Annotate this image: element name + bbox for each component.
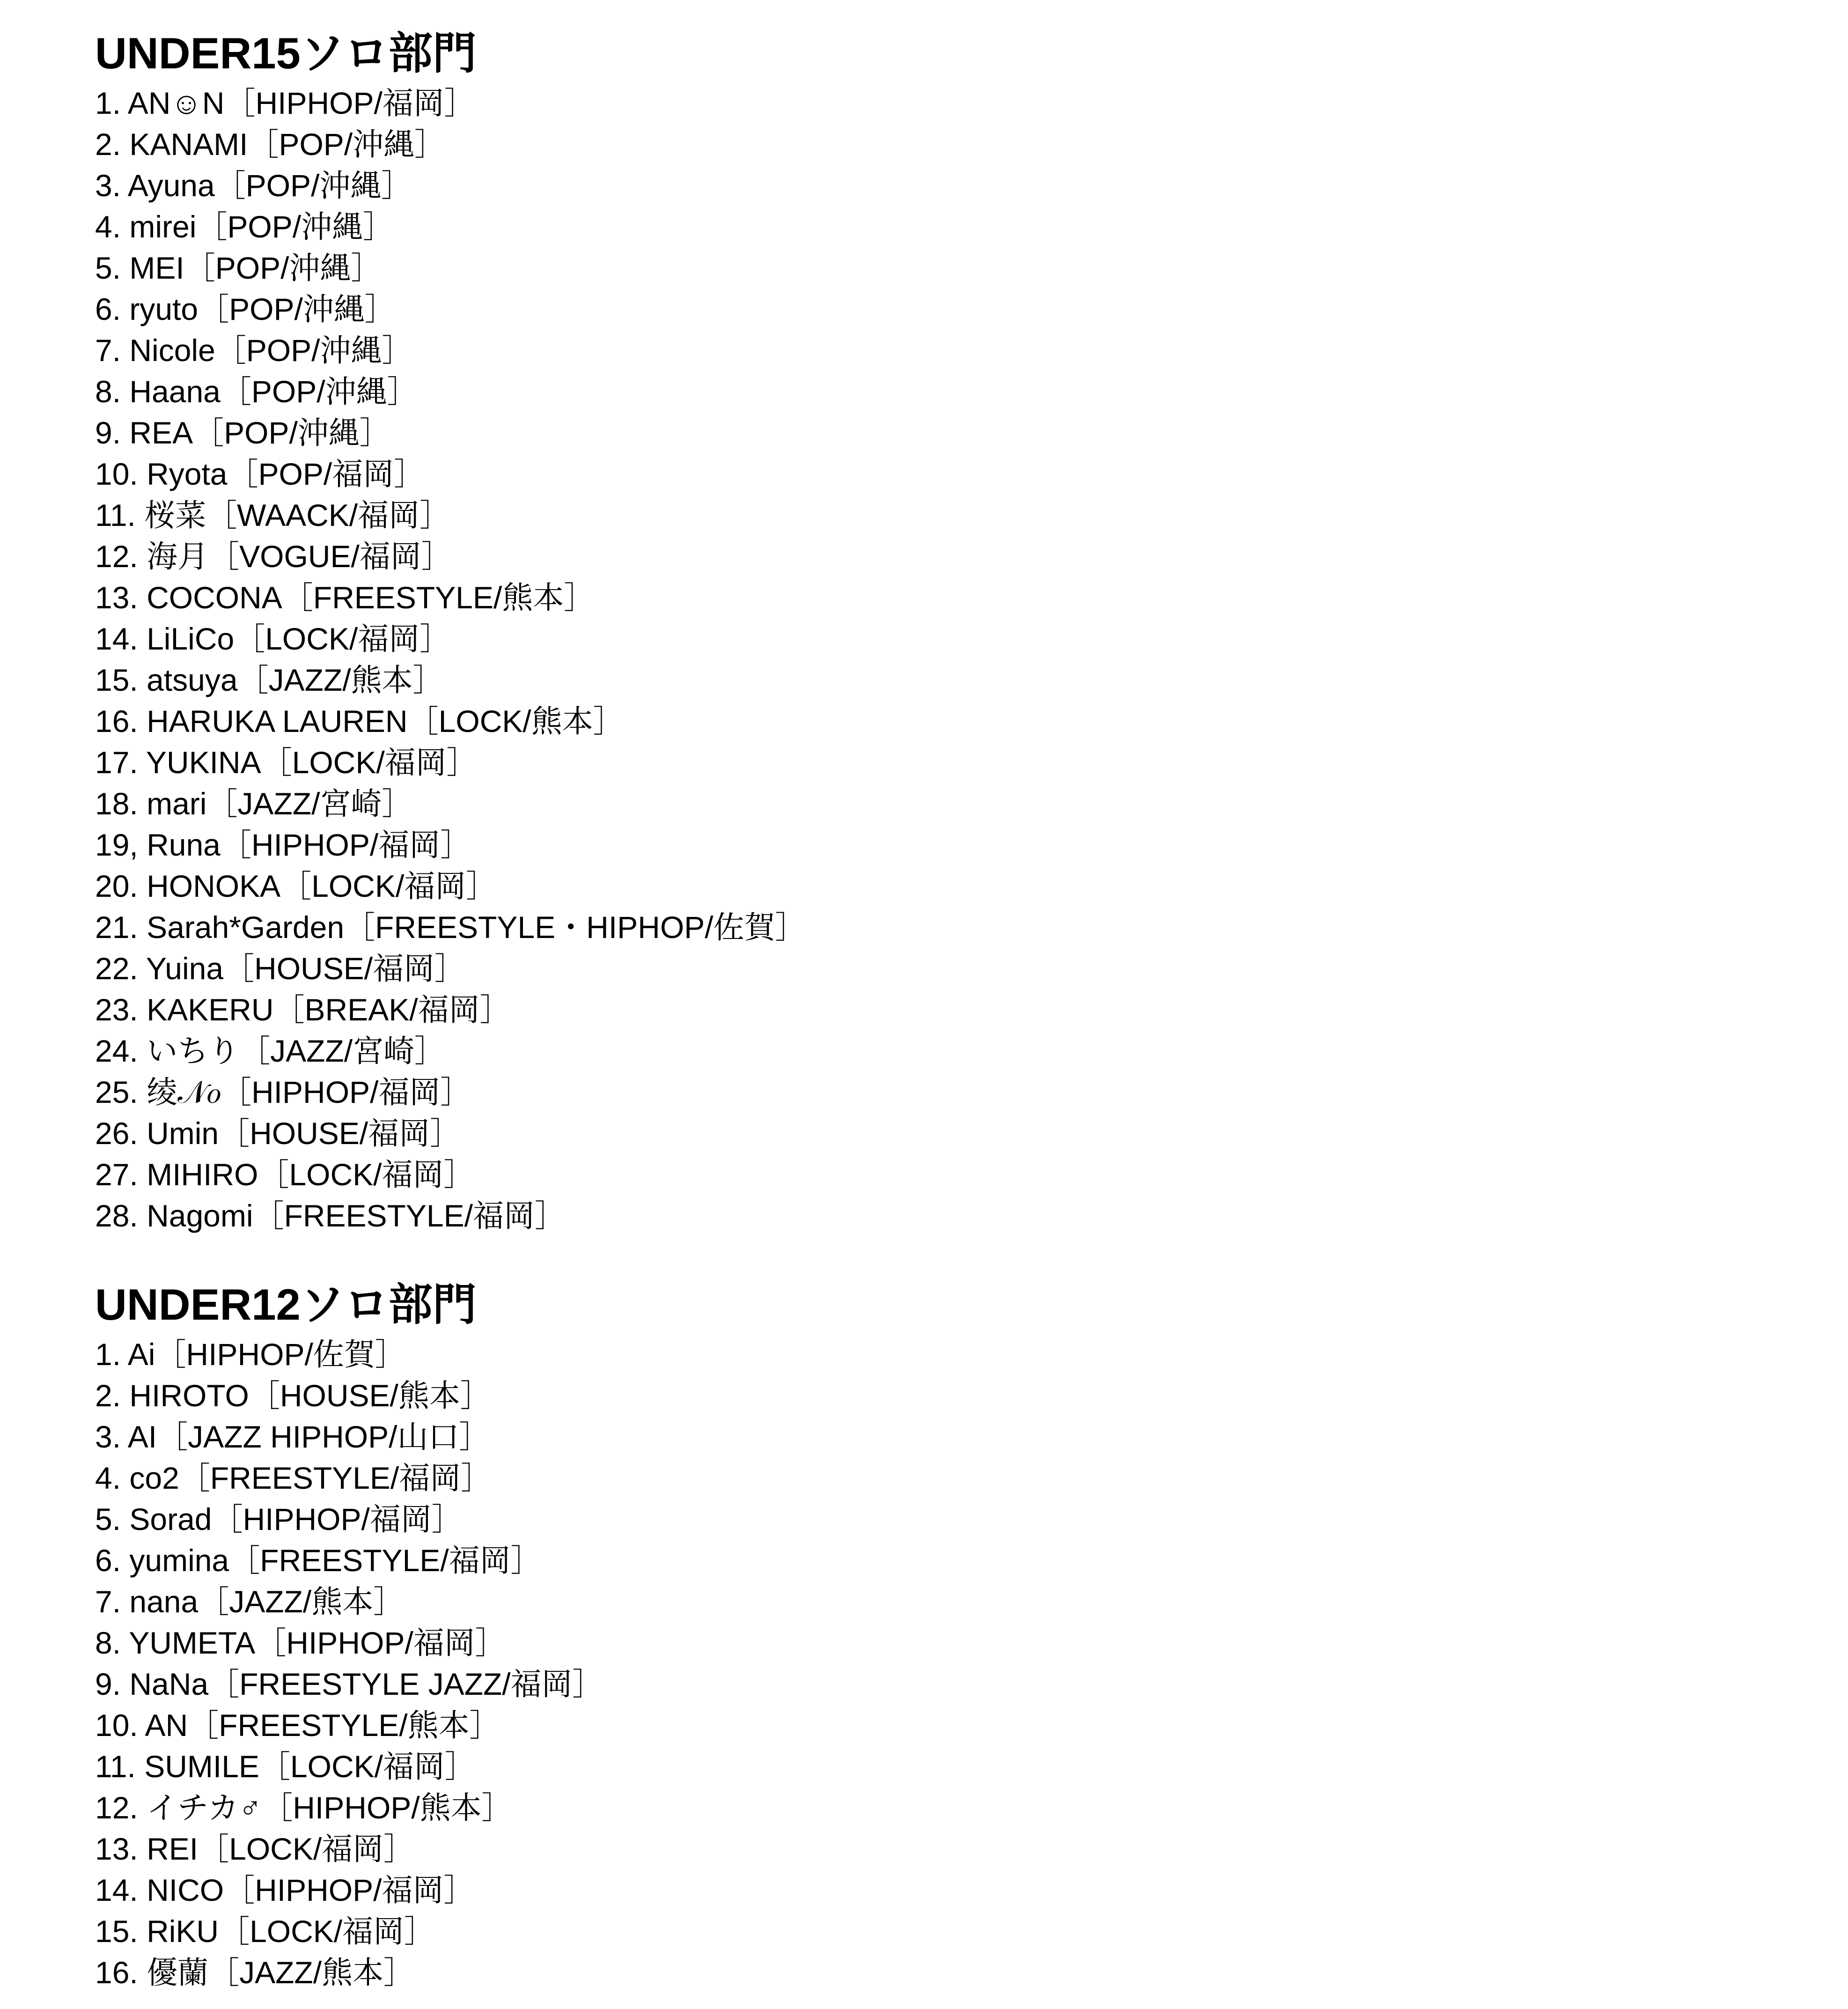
list-item: 2. HIROTO［HOUSE/熊本］ — [95, 1378, 491, 1413]
list-item: 24. いちり［JAZZ/宮崎］ — [95, 1034, 446, 1068]
list-item: 9. NaNa［FREESTYLE JAZZ/福岡］ — [95, 1667, 604, 1701]
list-item: 15. atsuya［JAZZ/熊本］ — [95, 663, 444, 697]
document-body — [95, 24, 1781, 1993]
list-item: 19, Runa［HIPHOP/福岡］ — [95, 827, 471, 862]
list-item: 11. SUMILE［LOCK/福岡］ — [95, 1749, 476, 1784]
list-item: 1. Ai［HIPHOP/佐賀］ — [95, 1337, 406, 1372]
list-item: 5. Sorad［HIPHOP/福岡］ — [95, 1502, 463, 1536]
list-item: 4. co2［FREESTYLE/福岡］ — [95, 1461, 492, 1495]
list-item: 14. LiLiCo［LOCK/福岡］ — [95, 621, 451, 656]
list-item: 13. COCONA［FREESTYLE/熊本］ — [95, 580, 595, 615]
list-item: 3. Ayuna［POP/沖縄］ — [95, 168, 412, 203]
list-item: 3. AI［JAZZ HIPHOP/山口］ — [95, 1419, 490, 1454]
list-item: 12. 海月［VOGUE/福岡］ — [95, 539, 452, 574]
list-item: 2. KANAMI［POP/沖縄］ — [95, 127, 446, 162]
list-item: 7. nana［JAZZ/熊本］ — [95, 1584, 405, 1619]
list-item: 8. Haana［POP/沖縄］ — [95, 374, 418, 409]
list-item: 4. mirei［POP/沖縄］ — [95, 209, 394, 244]
list-item: 14. NICO［HIPHOP/福岡］ — [95, 1873, 475, 1907]
list-item: 1. AN☺N［HIPHOP/福岡］ — [95, 86, 475, 120]
list-item: 12. イチカ♂［HIPHOP/熊本］ — [95, 1790, 513, 1825]
list-item: 8. YUMETA［HIPHOP/福岡］ — [95, 1625, 506, 1660]
list-item: 15. RiKU［LOCK/福岡］ — [95, 1914, 435, 1949]
list-item: 10. AN［FREESTYLE/熊本］ — [95, 1708, 501, 1743]
list-item: 9. REA［POP/沖縄］ — [95, 415, 390, 450]
section-title: UNDER12ソロ部門 — [95, 1280, 477, 1329]
list-item: 17. YUKINA［LOCK/福岡］ — [95, 745, 478, 780]
list-item: 6. yumina［FREESTYLE/福岡］ — [95, 1543, 542, 1578]
list-item: 16. HARUKA LAUREN［LOCK/熊本］ — [95, 704, 624, 739]
list-item: 22. Yuina［HOUSE/福岡］ — [95, 951, 466, 986]
list-item: 23. KAKERU［BREAK/福岡］ — [95, 992, 511, 1027]
section-under15-solo — [95, 24, 1781, 1236]
list-item: 16. 優蘭［JAZZ/熊本］ — [95, 1955, 415, 1990]
list-item: 13. REI［LOCK/福岡］ — [95, 1832, 415, 1866]
list-item: 5. MEI［POP/沖縄］ — [95, 251, 382, 285]
list-item: 18. mari［JAZZ/宮崎］ — [95, 786, 413, 821]
section-under12-solo — [95, 1276, 1781, 1993]
list-item: 10. Ryota［POP/福岡］ — [95, 457, 425, 491]
list-item: 26. Umin［HOUSE/福岡］ — [95, 1116, 461, 1151]
list-item: 25. 绫𝒩𝑜［HIPHOP/福岡］ — [95, 1075, 471, 1109]
list-item: 7. Nicole［POP/沖縄］ — [95, 333, 413, 368]
list-item: 11. 桜菜［WAACK/福岡］ — [95, 498, 451, 532]
list-item: 28. Nagomi［FREESTYLE/福岡］ — [95, 1198, 566, 1233]
list-item: 6. ryuto［POP/沖縄］ — [95, 292, 396, 326]
list-item: 27. MIHIRO［LOCK/福岡］ — [95, 1157, 475, 1192]
section-title: UNDER15ソロ部門 — [95, 29, 477, 78]
list-item: 21. Sarah*Garden［FREESTYLE・HIPHOP/佐賀］ — [95, 910, 806, 945]
entry-list — [95, 1334, 1781, 1993]
list-item: 20. HONOKA［LOCK/福岡］ — [95, 869, 497, 903]
entry-list — [95, 82, 1781, 1236]
